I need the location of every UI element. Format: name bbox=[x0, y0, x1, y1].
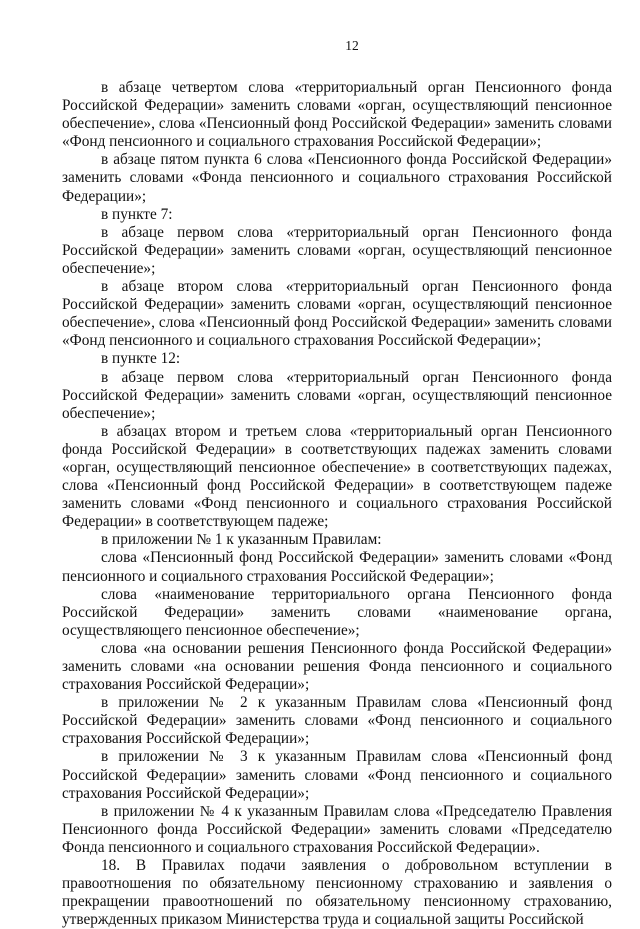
paragraph: в абзацах втором и третьем слова «территориальный орган Пенсионного фонда Российской Федерации» в соответствующих падежах заменить словами «орган, осуществляющий пенсионное обеспечение» в соответствующих падежах, слова «Пенсионный фонд Российской Федерации» в соответствующем падеже заменить словами «Фонд пенсионного и социального страхования Российской Федерации» в соответствующем падеже; bbox=[62, 422, 612, 531]
paragraph: слова «наименование территориального органа Пенсионного фонда Российской Федерации» заменить словами «наименование органа, осуществляющего пенсионное обеспечение»; bbox=[62, 585, 612, 639]
paragraph: в приложении № 2 к указанным Правилам слова «Пенсионный фонд Российской Федерации» заменить словами «Фонд пенсионного и социального страхования Российской Федерации»; bbox=[62, 694, 612, 748]
paragraph: в приложении № 1 к указанным Правилам: bbox=[101, 531, 382, 549]
paragraph: слова «на основании решения Пенсионного фонда Российской Федерации» заменить словами «на основании решения Фонда пенсионного и социального страхования Российской Федерации»; bbox=[62, 639, 612, 694]
paragraph: в абзаце первом слова «территориальный орган Пенсионного фонда Российской Федерации» заменить словами «орган, осуществляющий пенсионное обеспечение»; bbox=[62, 368, 612, 422]
paragraph: в абзаце пятом пункта 6 слова «Пенсионного фонда Российской Федерации» заменить словами «Фонда пенсионного и социального страхования Российской Федерации»; bbox=[62, 151, 612, 205]
paragraph: в пункте 7: bbox=[101, 205, 173, 223]
paragraph: в приложении № 3 к указанным Правилам слова «Пенсионный фонд Российской Федерации» заменить словами «Фонд пенсионного и социального страхования Российской Федерации»; bbox=[62, 748, 612, 802]
paragraph: в абзаце первом слова «территориальный орган Пенсионного фонда Российской Федерации» заменить словами «орган, осуществляющий пенсионное обеспечение»; bbox=[62, 223, 612, 277]
paragraph: 18. В Правилах подачи заявления о добровольном вступлении в правоотношения по обязательному пенсионному страхованию и заявления о прекращении правоотношений по обязательному пенсионному страхованию, утвержденных приказом Министерства труда и социальной защиты Российской bbox=[62, 857, 612, 929]
page-number: 12 bbox=[345, 38, 359, 53]
paragraph: в пункте 12: bbox=[101, 350, 181, 368]
document-body bbox=[62, 79, 612, 929]
paragraph: слова «Пенсионный фонд Российской Федерации» заменить словами «Фонд пенсионного и социального страхования Российской Федерации»; bbox=[62, 549, 612, 585]
paragraph: в приложении № 4 к указанным Правилам слова «Председателю Правления Пенсионного фонда Российской Федерации» заменить словами «Председателю Фонда пенсионного и социального страхования Российской Федерации». bbox=[62, 802, 612, 856]
paragraph: в абзаце втором слова «территориальный орган Пенсионного фонда Российской Федерации» заменить словами «орган, осуществляющий пенсионное обеспечение», слова «Пенсионный фонд Российской Федерации» заменить словами «Фонд пенсионного и социального страхования Российской Федерации»; bbox=[62, 278, 612, 350]
paragraph: в абзаце четвертом слова «территориальный орган Пенсионного фонда Российской Федерации» заменить словами «орган, осуществляющий пенсионное обеспечение», слова «Пенсионный фонд Российской Федерации» заменить словами «Фонд пенсионного и социального страхования Российской Федерации»; bbox=[62, 79, 612, 151]
